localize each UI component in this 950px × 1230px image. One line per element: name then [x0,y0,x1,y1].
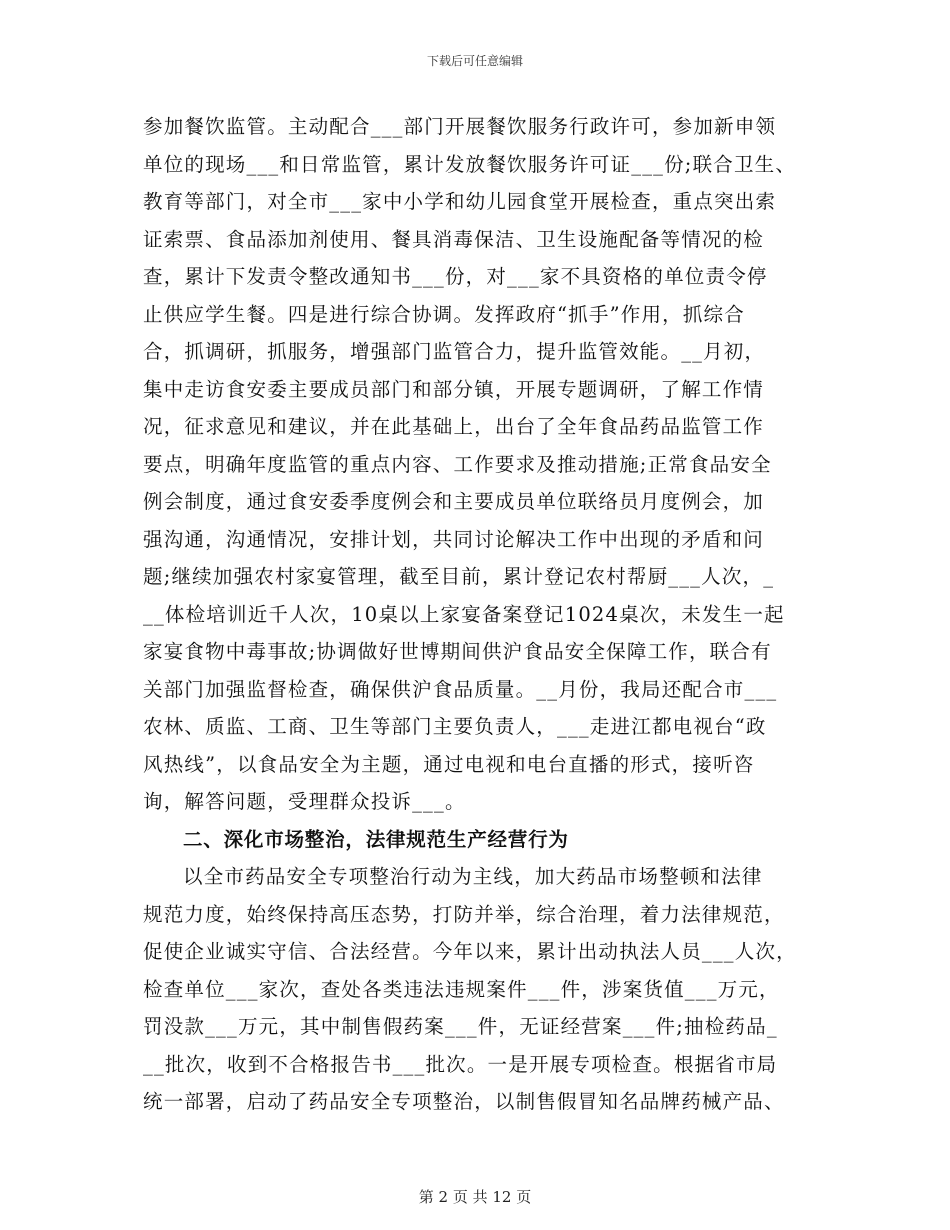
text-line: 罚没款___万元，其中制售假药案___件，无证经营案___件;抽检药品_ [143,1015,778,1038]
text-line: 单位的现场___和日常监管，累计发放餐饮服务许可证___份;联合卫生、 [143,152,797,176]
text-line: 证索票、食品添加剂使用、餐具消毒保洁、卫生设施配备等情况的检 [143,227,765,251]
text-line: 强沟通，沟通情况，安排计划，共同讨论解决工作中出现的矛盾和问 [143,527,765,551]
text-line: 促使企业诚实守信、合法经营。今年以来，累计出动执法人员___人次， [143,940,797,963]
text-line: 参加餐饮监管。主动配合___部门开展餐饮服务行政许可，参加新申领 [143,115,777,138]
text-line: 要点，明确年度监管的重点内容、工作要求及推动措施;正常食品安全 [143,452,772,476]
text-line: 集中走访食安委主要成员部门和部分镇，开展专题调研，了解工作情 [143,377,765,401]
text-line: 农林、质监、工商、卫生等部门主要负责人，___走进江都电视台“政 [143,715,767,738]
text-line: 查，累计下发责令整改通知书___份，对___家不具资格的单位责令停 [143,265,768,288]
text-line: 家宴食物中毒事故;协调做好世博期间供沪食品安全保障工作，联合有 [143,640,772,663]
text-line: 例会制度，通过食安委季度例会和主要成员单位联络员月度例会，加 [143,490,765,513]
text-line: 以全市药品安全专项整治行动为主线，加大药品市场整顿和法律 [183,865,763,888]
text-line: 规范力度，始终保持高压态势，打防并举，综合治理，着力法律规范， [143,902,785,926]
text-line: 教育等部门，对全市___家中小学和幼儿园食堂开展检查，重点突出索 [143,190,777,213]
text-line: 检查单位___家次，查处各类违法违规案件___件，涉案货值___万元， [143,977,780,1001]
document-body [143,108,803,1121]
text-line: __批次，收到不合格报告书___批次。一是开展专项检查。根据省市局 [143,1052,778,1076]
text-line: 合，抓调研，抓服务，增强部门监管合力，提升监管效能。__月初， [143,340,766,363]
text-line: 询，解答问题，受理群众投诉___。 [143,790,466,813]
text-line: 题;继续加强农村家宴管理，截至目前，累计登记农村帮厨___人次，_ [143,565,775,588]
section-heading: 二、深化市场整治，法律规范生产经营行为 [183,827,569,851]
text-line: 止供应学生餐。四是进行综合协调。发挥政府“抓手”作用，抓综合 [143,302,745,326]
text-line: 风热线”，以食品安全为主题，通过电视和电台直播的形式，接听咨 [143,752,755,776]
text-line: 统一部署，启动了药品安全专项整治，以制售假冒知名品牌药械产品、 [143,1090,785,1113]
page-number-footer: 第 2 页 共 12 页 [418,1188,532,1206]
text-line: 况，征求意见和建议，并在此基础上，出台了全年食品药品监管工作 [143,415,765,438]
page-header: 下载后可任意编辑 [426,54,523,68]
text-line: __体检培训近千人次，10桌以上家宴备案登记1024桌次，未发生一起 [143,602,785,626]
text-line: 关部门加强监督检查，确保供沪食品质量。__月份，我局还配合市___ [143,677,778,701]
